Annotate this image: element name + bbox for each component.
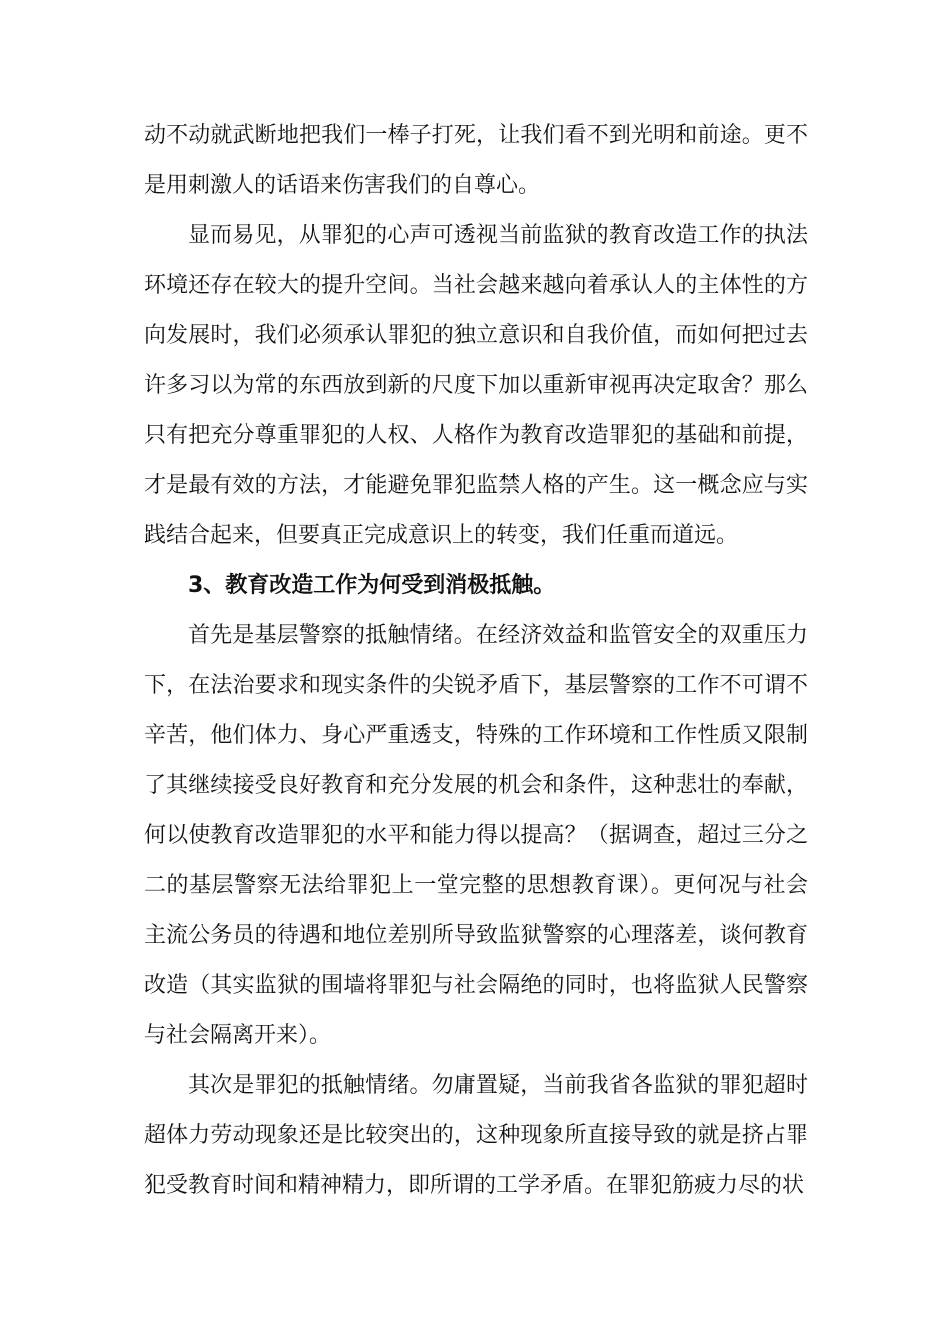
paragraph-obviously: 显而易见，从罪犯的心声可透视当前监狱的教育改造工作的执法环境还存在较大的提升空间。当社会越来越向着承认人的主体性的方向发展时，我们必须承认罪犯的独立意识和自我价值，而如何把过去许多习以为常的东西放到新的尺度下加以重新审视再决定取舍？那么只有把充分尊重罪犯的人权、人格作为教育改造罪犯的基础和前提，才是最有效的方法，才能避免罪犯监禁人格的产生。这一概念应与实践结合起来，但要真正完成意识上的转变，我们任重而道远。 bbox=[144, 223, 808, 548]
paragraph-prisoner-resistance: 其次是罪犯的抵触情绪。勿庸置疑，当前我省各监狱的罪犯超时超体力劳动现象还是比较突出的，这种现象所直接导致的就是挤占罪犯受教育时间和精神精力，即所谓的工学矛盾。在罪犯筋疲力尽的状 bbox=[144, 1073, 808, 1198]
paragraph-continuation: 动不动就武断地把我们一棒子打死，让我们看不到光明和前途。更不是用刺激人的话语来伤害我们的自尊心。 bbox=[144, 123, 808, 198]
paragraph-police-resistance: 首先是基层警察的抵触情绪。在经济效益和监管安全的双重压力下，在法治要求和现实条件的尖锐矛盾下，基层警察的工作不可谓不辛苦，他们体力、身心严重透支，特殊的工作环境和工作性质又限制了其继续接受良好教育和充分发展的机会和条件，这种悲壮的奉献，何以使教育改造罪犯的水平和能力得以提高？（据调查，超过三分之二的基层警察无法给罪犯上一堂完整的思想教育课）。更何况与社会主流公务员的待遇和地位差别所导致监狱警察的心理落差，谈何教育改造（其实监狱的围墙将罪犯与社会隔绝的同时，也将监狱人民警察与社会隔离开来）。 bbox=[144, 623, 808, 1048]
section-heading-3: 3、教育改造工作为何受到消极抵触。 bbox=[188, 573, 556, 598]
document-body bbox=[144, 111, 808, 1211]
